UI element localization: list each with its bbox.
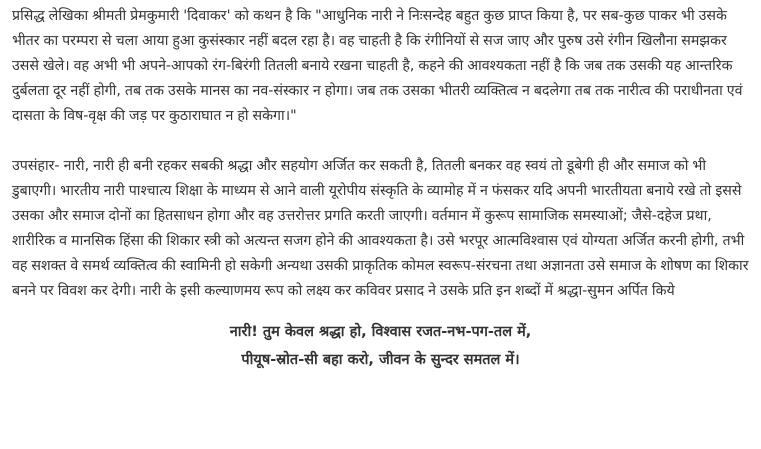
poem-line-1: नारी! तुम केवल श्रद्धा हो, विश्वास रजत-नभ-पग-तल में, [229,324,532,340]
poem-block [12,318,749,374]
paragraph-quotation: प्रसिद्ध लेखिका श्रीमती प्रेमकुमारी 'दिवाकर' को कथन है कि "आधुनिक नारी ने निःसन्देह बहुत कुछ प्राप्त किया है, पर सब-कुछ पाकर भी उसके भीतर का परम्परा से चला आया हुआ कुसंस्कार नहीं बदल रहा है। वह चाहती है कि रंगीनियों से सज जाए और पुरुष उसे रंगीन खिलौना समझकर उससे खेले। वह अभी भी अपने-आपको रंग-बिरंगी तितली बनाये रखना चाहती है, कहने की आवश्यकता नहीं है कि जब तक उसकी यह आन्तरिक दुर्बलता दूर नहीं होगी, तब तक उसके मानस का नव-संस्कार न होगा। जब तक उसका भीतरी व्यक्तित्व न बदलेगा तब तक नारीत्व की पराधीनता एवं दासता के विष-वृक्ष की जड़ पर कुठाराघात न हो सकेगा।" [12,8,743,124]
paragraph-conclusion: उपसंहार- नारी, नारी ही बनी रहकर सबकी श्रद्धा और सहयोग अर्जित कर सकती है, तितली बनकर वह स्वयं तो डूबेगी ही और समाज को भी डुबाएगी। भारतीय नारी पाश्चात्य शिक्षा के माध्यम से आने वाली यूरोपीय संस्कृति के व्यामोह में न फंसकर यदि अपनी भारतीयता बनाये रखे तो इससे उसका और समाज दोनों का हितसाधन होगा और वह उत्तरोत्तर प्रगति करती जाएगी। वर्तमान में कुरूप सामाजिक समस्याओं; जैसे-दहेज प्रथा, शारीरिक व मानसिक हिंसा की शिकार स्त्री को अत्यन्त सजग होने की आवश्यकता है। उसे भरपूर आत्मविश्वास एवं योग्यता अर्जित करनी होगी, तभी वह सशक्त वे समर्थ व्यक्तित्व की स्वामिनी हो सकेगी अन्यथा उसकी प्राकृतिक कोमल स्वरूप-संरचना तथा अज्ञानता उसे समाज के शोषण का शिकार बनने पर विवश कर देगी। नारी के इसी कल्याणमय रूप को लक्ष्य कर कविवर प्रसाद ने उसके प्रति इन शब्दों में श्रद्धा-सुमन अर्पित किये [12,158,749,299]
poem-line-2: पीयूष-स्रोत-सी बहा करो, जीवन के सुन्दर समतल में। [241,352,520,368]
